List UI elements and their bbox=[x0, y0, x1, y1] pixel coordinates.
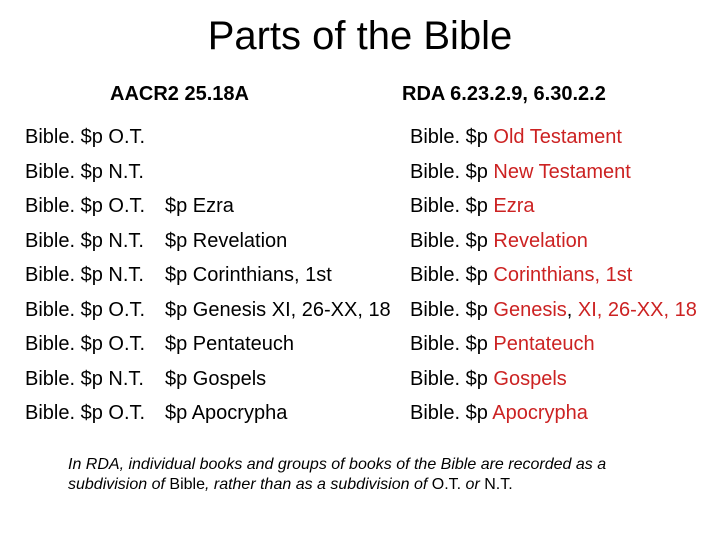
rda-heading bbox=[410, 293, 697, 328]
rda-heading-prefix: Bible. $p bbox=[410, 229, 494, 252]
aacr2-heading-subdivision: $p Pentateuch bbox=[165, 333, 294, 355]
rda-heading bbox=[410, 258, 632, 293]
rda-heading bbox=[410, 327, 595, 362]
rda-heading-part: Old Testament bbox=[493, 126, 622, 148]
table-row bbox=[25, 327, 720, 362]
rda-heading-prefix: Bible. $p bbox=[410, 367, 494, 390]
footnote-text-3: or bbox=[461, 476, 485, 493]
aacr2-heading-prefix: Bible. $p N.T. bbox=[25, 160, 144, 183]
aacr2-heading-prefix: Bible. $p N.T. bbox=[25, 367, 144, 390]
rda-heading-prefix: Bible. $p bbox=[410, 402, 493, 424]
aacr2-heading-prefix: Bible. $p N.T. bbox=[25, 264, 144, 286]
rda-heading bbox=[410, 224, 588, 259]
aacr2-heading-subdivision: $p Revelation bbox=[165, 229, 288, 252]
aacr2-heading-prefix: Bible. $p O.T. bbox=[25, 402, 146, 424]
rda-heading-comma: , bbox=[566, 298, 573, 321]
table-row bbox=[25, 396, 720, 431]
aacr2-heading-prefix: Bible. $p O.T. bbox=[25, 126, 146, 148]
rda-heading-part: Apocrypha bbox=[492, 402, 588, 424]
rda-heading-part: Gospels bbox=[493, 367, 567, 390]
rda-column-header: RDA 6.23.2.9, 6.30.2.2 bbox=[402, 83, 606, 105]
aacr2-heading-subdivision: $p Gospels bbox=[165, 367, 267, 390]
rda-heading bbox=[410, 396, 588, 431]
rda-heading bbox=[410, 120, 622, 155]
table-row bbox=[25, 120, 720, 155]
comparison-table bbox=[25, 120, 720, 431]
rda-heading-part: New Testament bbox=[493, 160, 631, 183]
table-row bbox=[25, 224, 720, 259]
rda-heading bbox=[410, 155, 631, 190]
aacr2-heading-subdivision: $p Genesis XI, 26-XX, 18 bbox=[165, 298, 391, 321]
aacr2-heading-subdivision: $p Corinthians, 1st bbox=[165, 264, 332, 286]
footnote-term-ot: O.T. bbox=[431, 476, 462, 493]
table-row bbox=[25, 258, 720, 293]
rda-heading-part: Corinthians, 1st bbox=[493, 264, 633, 286]
aacr2-heading-prefix: Bible. $p O.T. bbox=[25, 333, 146, 355]
footnote-term-nt: N.T. bbox=[484, 476, 513, 493]
rda-heading-part: Genesis bbox=[493, 298, 567, 321]
rda-heading-prefix: Bible. $p bbox=[410, 333, 494, 355]
rda-heading-part: Pentateuch bbox=[493, 333, 595, 355]
rda-heading-part: Revelation bbox=[493, 229, 588, 252]
rda-heading-prefix: Bible. $p bbox=[410, 160, 494, 183]
rda-heading-part: Ezra bbox=[493, 195, 535, 217]
aacr2-heading-prefix: Bible. $p O.T. bbox=[25, 195, 146, 217]
slide-title: Parts of the Bible bbox=[207, 14, 513, 58]
aacr2-heading-subdivision: $p Apocrypha bbox=[165, 402, 288, 424]
table-row bbox=[25, 293, 720, 328]
rda-heading-prefix: Bible. $p bbox=[410, 195, 494, 217]
footnote-term-bible: Bible bbox=[169, 476, 205, 493]
rda-heading bbox=[410, 189, 535, 224]
footnote-text-2: , rather than as a subdivision of bbox=[204, 476, 432, 493]
rda-heading-rest: XI, 26-XX, 18 bbox=[572, 298, 697, 321]
rda-heading-prefix: Bible. $p bbox=[410, 298, 494, 321]
rda-heading-prefix: Bible. $p bbox=[410, 126, 494, 148]
aacr2-heading-prefix: Bible. $p O.T. bbox=[25, 298, 146, 321]
rda-heading-prefix: Bible. $p bbox=[410, 264, 494, 286]
rda-heading bbox=[410, 362, 567, 397]
footnote bbox=[68, 455, 688, 495]
footnote-text-1: In RDA, individual books and groups of books of the Bible are recorded as a subdivision of bbox=[68, 456, 607, 493]
table-row bbox=[25, 155, 720, 190]
aacr2-heading-prefix: Bible. $p N.T. bbox=[25, 229, 144, 252]
aacr2-heading-subdivision: $p Ezra bbox=[165, 195, 234, 217]
table-row bbox=[25, 362, 720, 397]
aacr2-column-header: AACR2 25.18A bbox=[110, 83, 249, 105]
table-row bbox=[25, 189, 720, 224]
